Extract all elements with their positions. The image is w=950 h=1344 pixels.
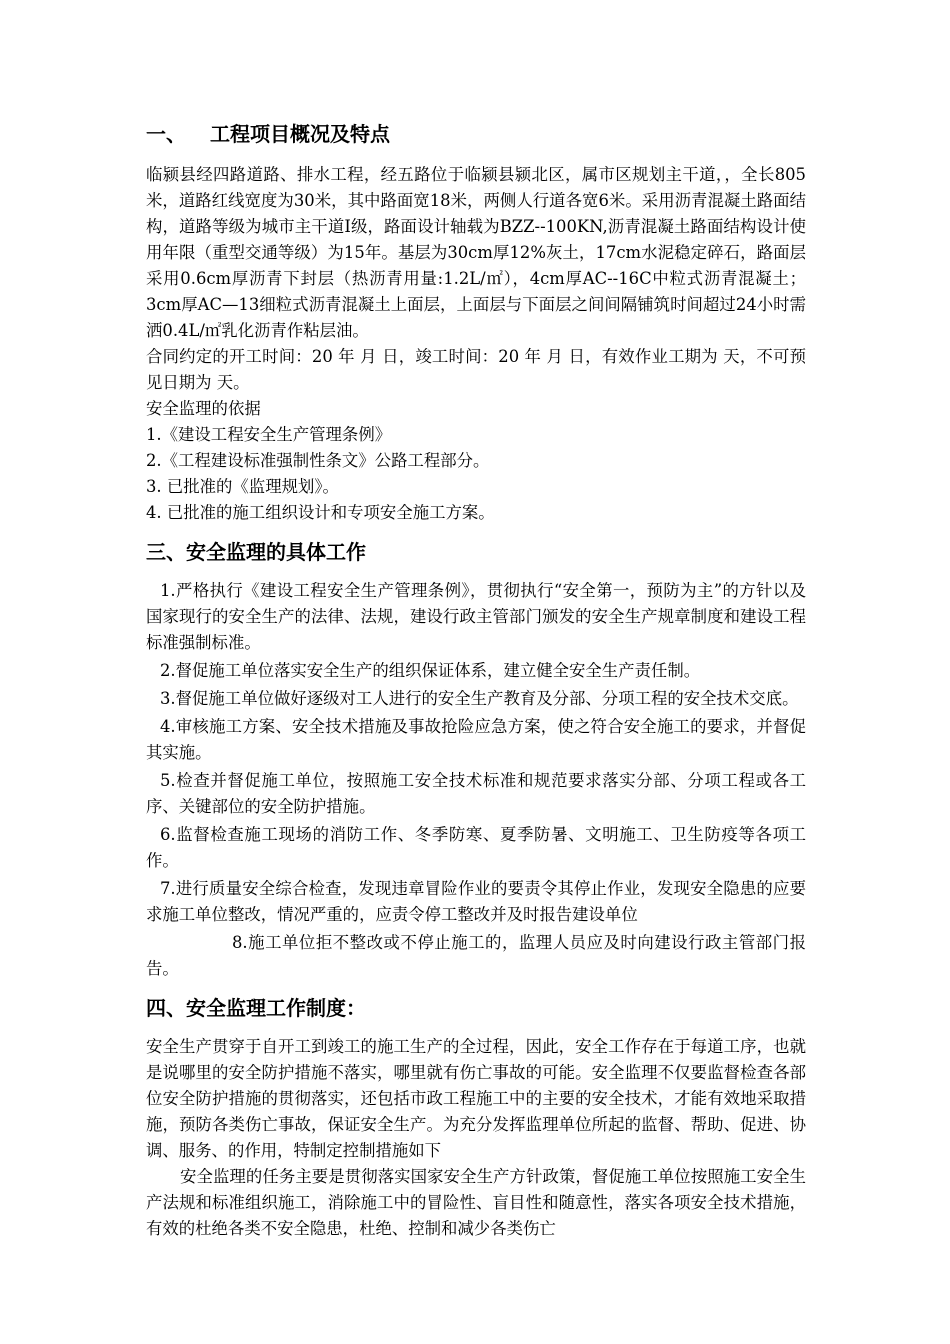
section-1-number: 一、 [146,122,186,146]
work-item: 3.督促施工单位做好逐级对工人进行的安全生产教育及分部、分项工程的安全技术交底。 [160,689,799,708]
section-1-title: 工程项目概况及特点 [210,122,390,146]
work-item: 7.进行质量安全综合检查，发现违章冒险作业的要责令其停止作业，发现安全隐患的应要求施工单位整改，情况严重的，应责令停工整改并及时报告建设单位 [146,879,806,924]
basis-item: 1.《建设工程安全生产管理条例》 [146,425,392,444]
section-1-heading [146,120,806,148]
basis-item: 4. 已批准的施工组织设计和专项安全施工方案。 [146,503,495,522]
basis-title: 安全监理的依据 [146,399,261,418]
work-item: 5.检查并督促施工单位，按照施工安全技术标准和规范要求落实分部、分项工程或各工序、关键部位的安全防护措施。 [146,771,806,816]
safety-system-paragraph: 安全生产贯穿于自开工到竣工的施工生产的全过程，因此，安全工作存在于每道工序，也就是说哪里的安全防护措施不落实，哪里就有伤亡事故的可能。安全监理不仅要监督检查各部位安全防护措施的贯彻落实，还包括市政工程施工中的主要的安全技术，才能有效地采取措施，预防各类伤亡事故，保证安全生产。为充分发挥监理单位所起的监督、帮助、促进、协调、服务、的作用，特制定控制措施如下 [146,1037,806,1160]
work-item: 2.督促施工单位落实安全生产的组织保证体系，建立健全安全生产责任制。 [160,661,701,680]
document-page [146,120,806,1242]
basis-item: 2.《工程建设标准强制性条文》公路工程部分。 [146,451,490,470]
basis-item: 3. 已批准的《监理规划》。 [146,477,339,496]
work-item: 1.严格执行《建设工程安全生产管理条例》，贯彻执行“安全第一，预防为主”的方针以及国家现行的安全生产的法律、法规，建设行政主管部门颁发的安全生产规章制度和建设工程标准强制标准。 [146,581,806,652]
work-item: 8.施工单位拒不整改或不停止施工的，监理人员应及时向建设行政主管部门报告。 [146,933,806,978]
contract-period-paragraph: 合同约定的开工时间：20 年 月 日，竣工时间：20 年 月 日，有效作业工期为 天，不可预见日期为 天。 [146,347,806,392]
section-4-heading: 四、安全监理工作制度： [146,996,366,1020]
section-3-heading: 三、安全监理的具体工作 [146,540,366,564]
work-item: 4.审核施工方案、安全技术措施及事故抢险应急方案，使之符合安全施工的要求，并督促其实施。 [146,717,806,762]
safety-task-paragraph: 安全监理的任务主要是贯彻落实国家安全生产方针政策，督促施工单位按照施工安全生产法规和标准组织施工，消除施工中的冒险性、盲目性和随意性，落实各项安全技术措施，有效的杜绝各类不安全隐患，杜绝、控制和减少各类伤亡 [146,1167,806,1238]
work-item: 6.监督检查施工现场的消防工作、冬季防寒、夏季防暑、文明施工、卫生防疫等各项工作。 [146,825,806,870]
project-overview-paragraph: 临颍县经四路道路、排水工程，经五路位于临颍县颍北区，属市区规划主干道，，全长805米，道路红线宽度为30米，其中路面宽18米，两侧人行道各宽6米。采用沥青混凝土路面结构，道路等级为城市主干道Ⅰ级，路面设计轴载为BZZ--100KN,沥青混凝土路面结构设计使用年限（重型交通等级）为15年。基层为30cm厚12%灰土，17cm水泥稳定碎石，路面层采用0.6cm厚沥青下封层（热沥青用量:1.2L/㎡），4cm厚AC--16C中粒式沥青混凝土；3cm厚AC—13细粒式沥青混凝土上面层，上面层与下面层之间间隔铺筑时间超过24小时需洒0.4L/㎡乳化沥青作粘层油。 [146,165,806,340]
